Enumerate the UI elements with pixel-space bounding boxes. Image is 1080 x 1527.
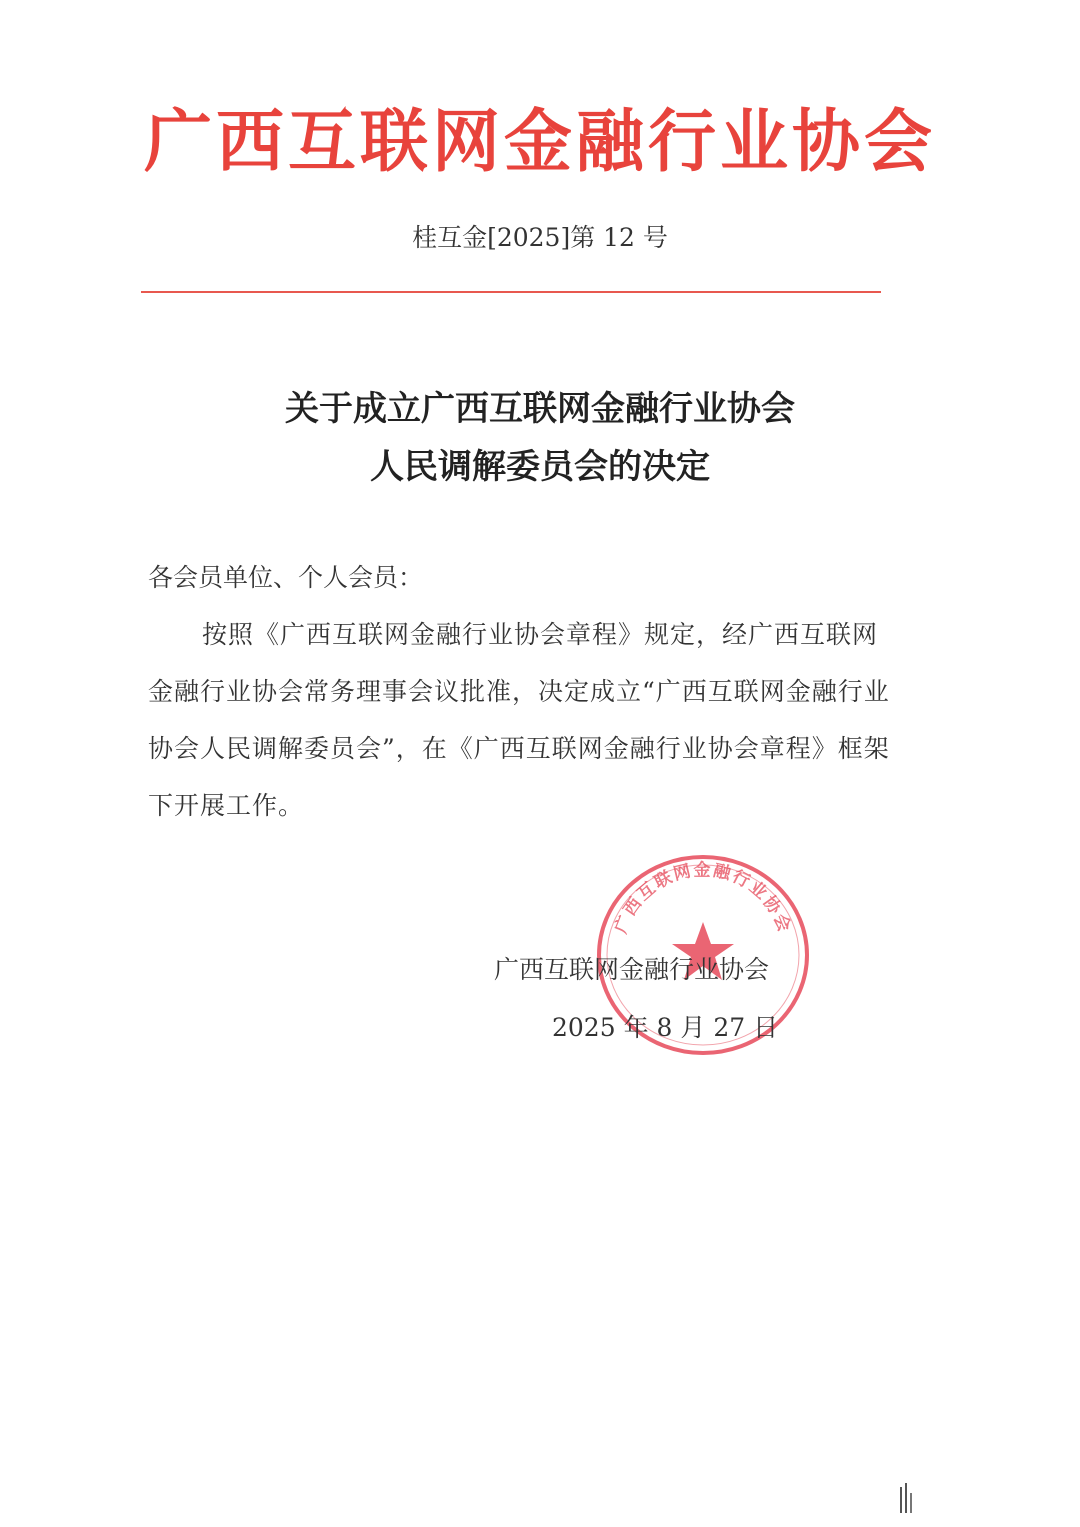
seal-inscription: 广西互联网金融行业协会 [611, 860, 795, 937]
document-number: 桂互金[2025]第 12 号 [412, 223, 668, 252]
header-divider [141, 291, 881, 293]
signature-organization: 广西互联网金融行业协会 [494, 955, 770, 984]
salutation: 各会员单位、个人会员： [148, 563, 424, 592]
title-line-2: 人民调解委员会的决定 [370, 447, 710, 487]
title-line-1: 关于成立广西互联网金融行业协会 [285, 389, 795, 429]
document-title [0, 380, 1080, 496]
signature-date: 2025 年 8 月 27 日 [552, 1013, 779, 1042]
body-paragraph: 按照《广西互联网金融行业协会章程》规定，经广西互联网金融行业协会常务理事会议批准，决定成立“广西互联网金融行业协会人民调解委员会”，在《广西互联网金融行业协会章程》框架下开展工作。 [148, 620, 890, 820]
scan-artifact [896, 1483, 916, 1515]
organization-header: 广西互联网金融行业协会 [143, 102, 936, 182]
